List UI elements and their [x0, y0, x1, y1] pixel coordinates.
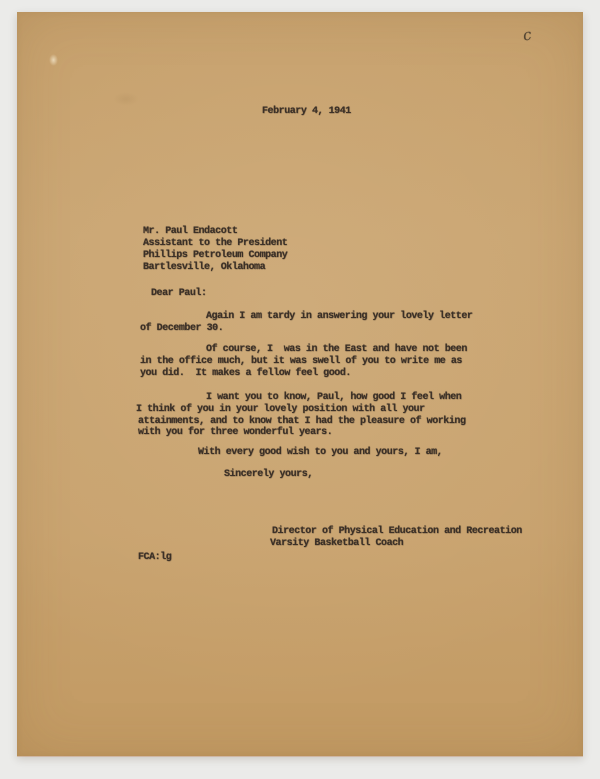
- body-line: you did. It makes a fellow feel good.: [140, 368, 351, 379]
- recipient-city: Bartlesville, Oklahoma: [143, 262, 266, 273]
- recipient-company: Phillips Petroleum Company: [143, 250, 288, 261]
- closing-line: With every good wish to you and yours, I am,: [198, 447, 443, 458]
- valediction: Sincerely yours,: [224, 469, 313, 480]
- typist-initials: FCA:lg: [138, 552, 172, 563]
- signature-title-line: Varsity Basketball Coach: [270, 538, 404, 549]
- signature-title-line: Director of Physical Education and Recreation: [272, 526, 522, 537]
- body-line: Of course, I was in the East and have not been: [206, 344, 467, 355]
- salutation: Dear Paul:: [151, 288, 207, 299]
- body-line: in the office much, but it was swell of you to write me as: [140, 356, 462, 367]
- body-line: attainments, and to know that I had the pleasure of working: [138, 416, 466, 427]
- body-line: Again I am tardy in answering your lovely letter: [206, 311, 473, 322]
- paper-blemish: [49, 54, 58, 66]
- body-line: with you for three wonderful years.: [138, 427, 333, 438]
- recipient-name: Mr. Paul Endacott: [143, 226, 238, 237]
- date-line: February 4, 1941: [262, 106, 351, 117]
- body-line: of December 30.: [140, 323, 224, 334]
- body-line: I want you to know, Paul, how good I feel when: [206, 392, 462, 403]
- letter-page: [17, 12, 583, 756]
- paper-smudge: [113, 92, 139, 106]
- recipient-title: Assistant to the President: [143, 238, 288, 249]
- handwritten-corner-mark: c: [521, 25, 533, 45]
- body-line: I think of you in your lovely position with all your: [136, 404, 425, 415]
